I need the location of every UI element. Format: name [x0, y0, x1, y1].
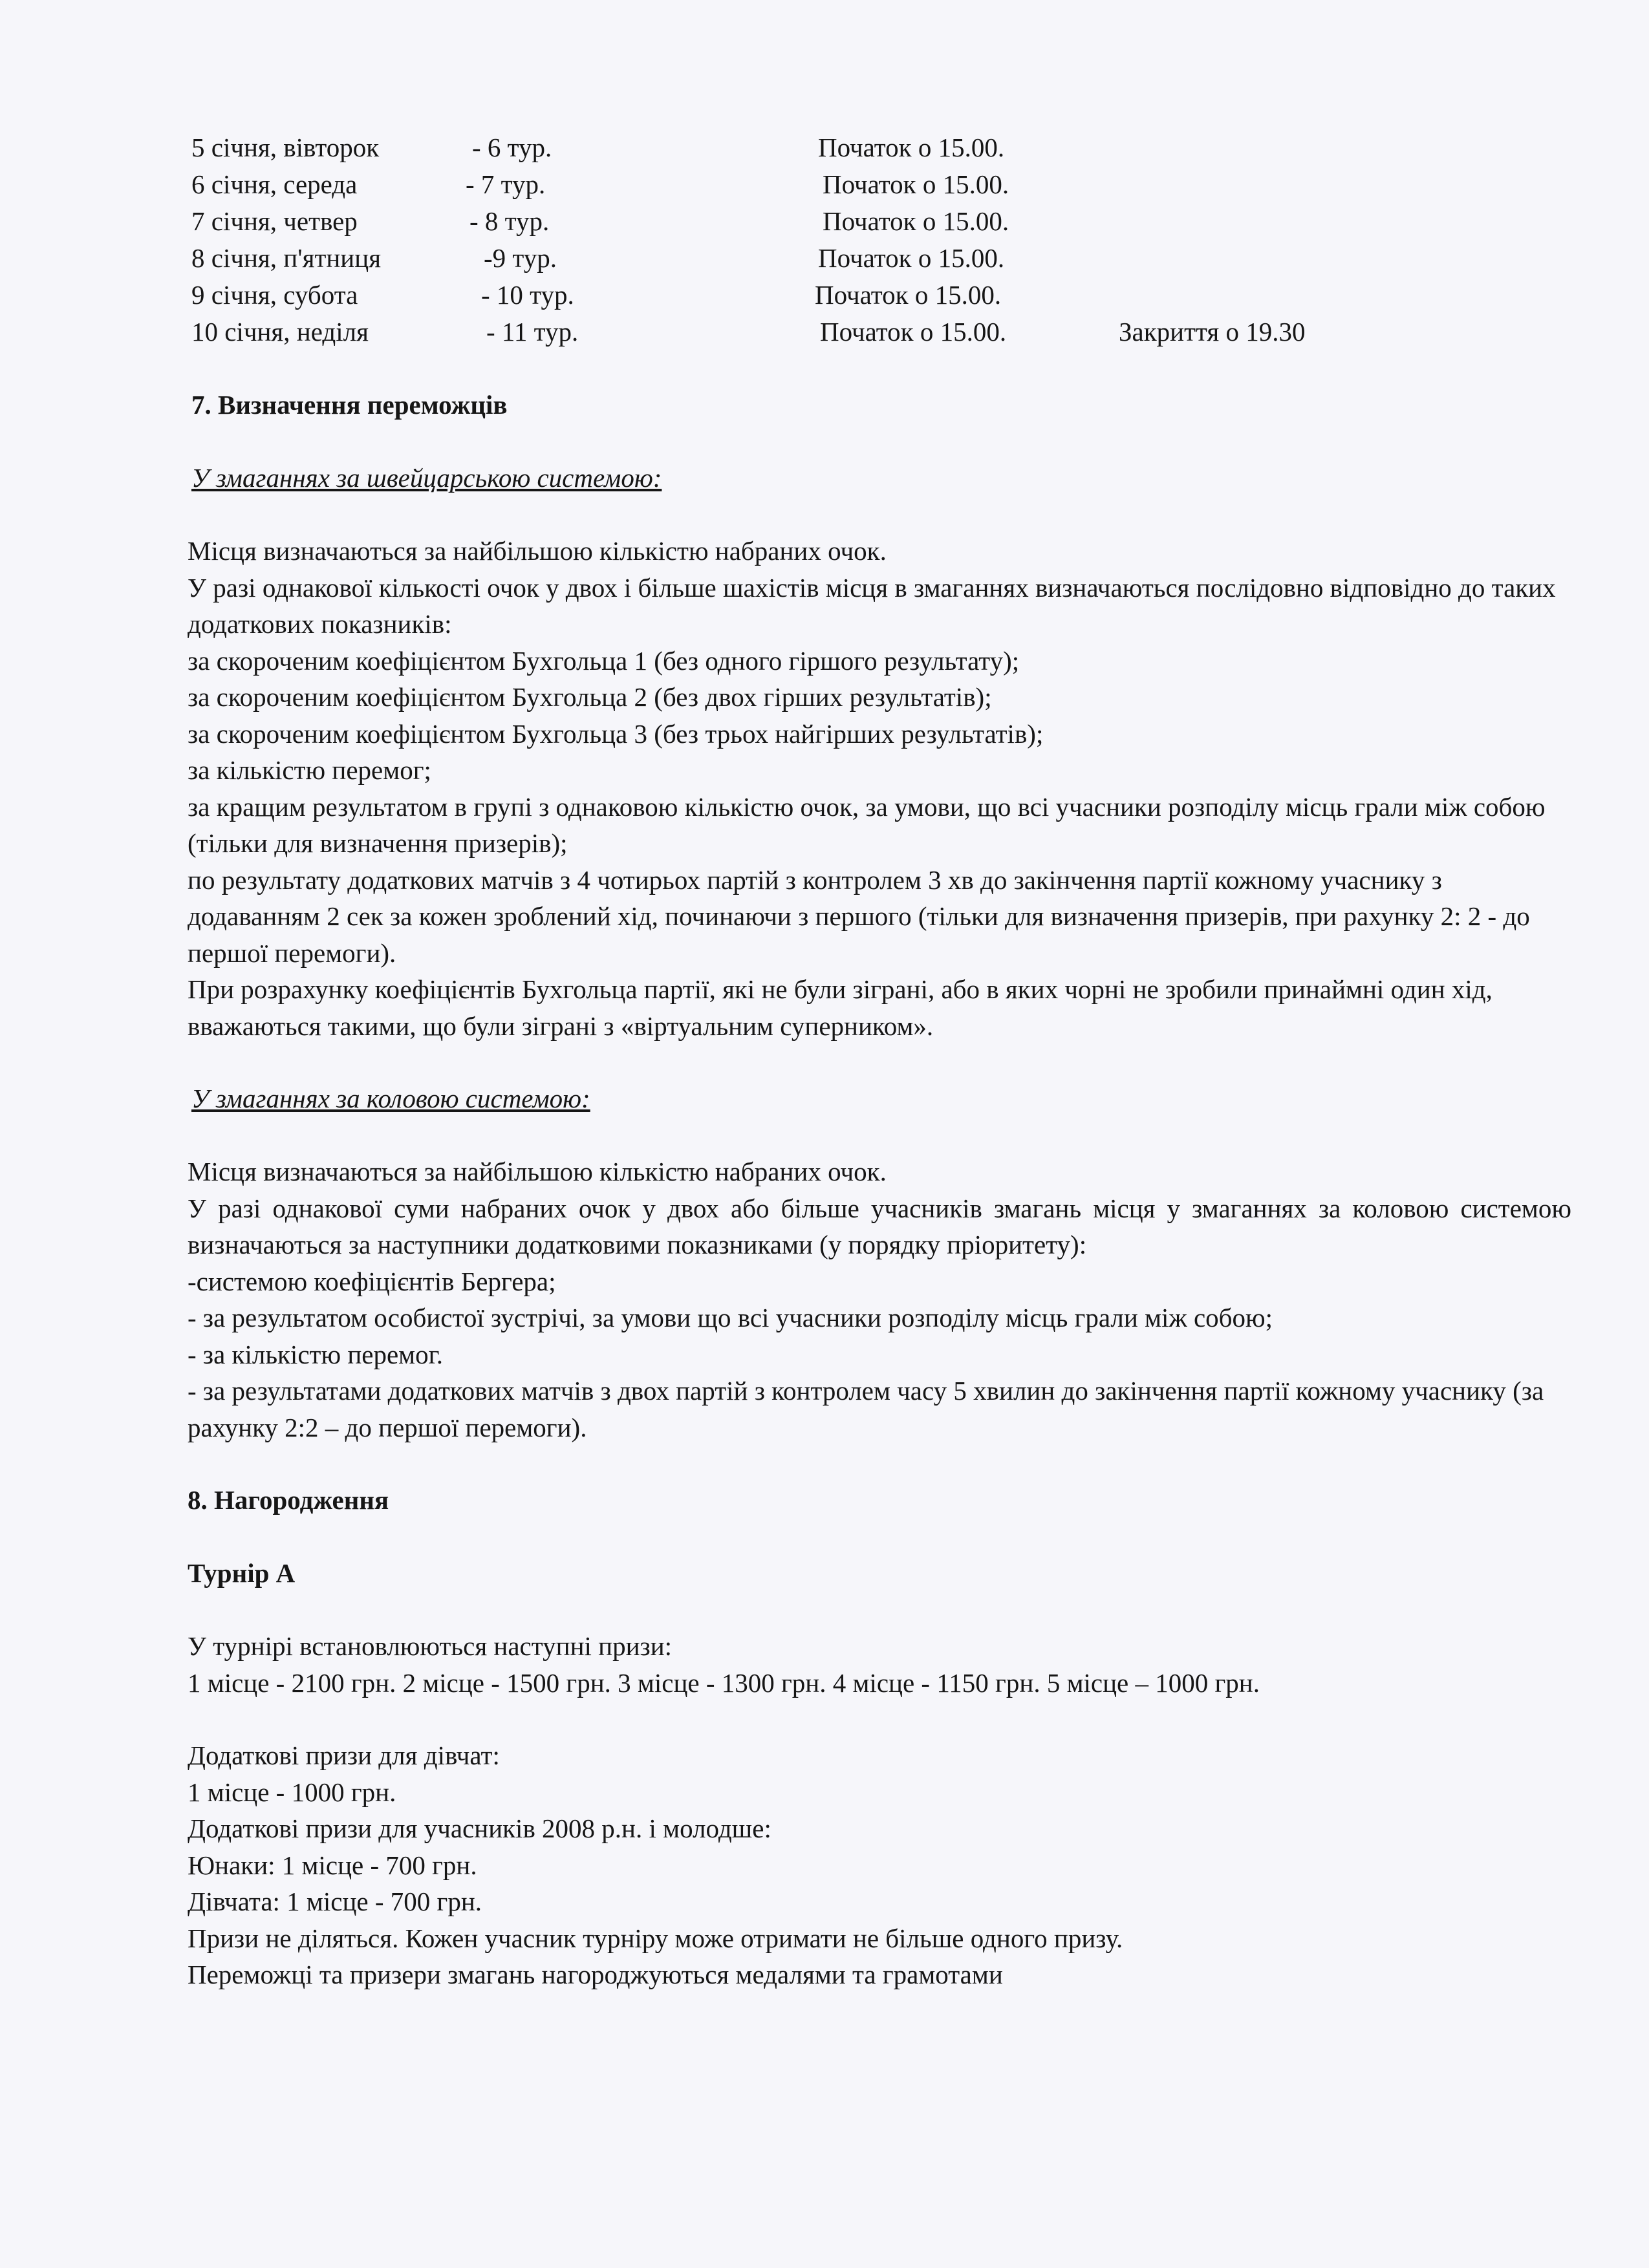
- paragraph: Додаткові призи для учасників 2008 р.н. і молодше:: [188, 1813, 771, 1843]
- tournament-a-prizes: [188, 1628, 1571, 1993]
- paragraph: Місця визначаються за найбільшою кількістю набраних очок.: [188, 536, 887, 566]
- schedule-date: 10 січня, неділя: [191, 317, 369, 347]
- list-item: по результату додаткових матчів з 4 чотирьох партій з контролем 3 хв до закінчення партії кожному учаснику з додаванням 2 сек за кожен зроблений хід, починаючи з першого (тільки для визначення призерів, при рахунку 2: 2 - до першої перемоги).: [188, 864, 1530, 968]
- list-item: -системою коефіцієнтів Бергера;: [188, 1266, 556, 1296]
- paragraph: У разі однакової суми набраних очок у двох або більше учасників змагань місця у змаганнях за коловою системою визначаються за наступники додатковими показниками (у порядку пріоритету):: [188, 1193, 1571, 1259]
- round-robin-block: [188, 1080, 1571, 1446]
- prize-list: Юнаки: 1 місце - 700 грн.: [188, 1850, 477, 1880]
- paragraph: У турнірі встановлюються наступні призи:: [188, 1631, 673, 1661]
- schedule-tour: - 10 тур.: [481, 280, 574, 310]
- document-body: [188, 129, 1571, 1993]
- paragraph: Додаткові призи для дівчат:: [188, 1740, 500, 1770]
- paragraph: Призи не діляться. Кожен учасник турніру може отримати не більше одного призу.: [188, 1923, 1123, 1953]
- list-item: - за результатами додаткових матчів з двох партій з контролем часу 5 хвилин до закінчення партії кожному учаснику (за рахунку 2:2 – до першої перемоги).: [188, 1376, 1544, 1442]
- prize-list: Дівчата: 1 місце - 700 грн.: [188, 1887, 482, 1916]
- paragraph: При розрахунку коефіцієнтів Бухгольца партії, які не були зіграні, або в яких чорні не зробили принаймні один хід, вважаються такими, що були зіграні з «віртуальним суперником».: [188, 974, 1493, 1041]
- schedule-row: [188, 240, 1571, 277]
- schedule-start: Початок о 15.00.: [818, 133, 1005, 162]
- section-7-heading: 7. Визначення переможців: [191, 390, 508, 420]
- swiss-system-block: [188, 460, 1571, 1044]
- paragraph: Місця визначаються за найбільшою кількістю набраних очок.: [188, 1157, 887, 1186]
- list-item: за кількістю перемог;: [188, 755, 431, 785]
- schedule-tour: -9 тур.: [484, 243, 557, 273]
- schedule-start: Початок о 15.00.: [823, 169, 1009, 199]
- schedule-tour: - 8 тур.: [469, 206, 550, 236]
- schedule-start: Початок о 15.00.: [820, 317, 1007, 347]
- schedule-closing: Закриття о 19.30: [1119, 317, 1306, 347]
- schedule-tour: - 11 тур.: [486, 317, 579, 347]
- schedule-row: [188, 166, 1571, 203]
- list-item: за скороченим коефіцієнтом Бухгольца 3 (без трьох найгірших результатів);: [188, 718, 1044, 749]
- list-item: за скороченим коефіцієнтом Бухгольца 1 (без одного гіршого результату);: [188, 645, 1020, 676]
- schedule-row: [188, 277, 1571, 314]
- prize-list: 1 місце - 2100 грн. 2 місце - 1500 грн. 3 місце - 1300 грн. 4 місце - 1150 грн. 5 місце – 1000 грн.: [188, 1667, 1260, 1698]
- schedule-tour: - 6 тур.: [472, 133, 552, 162]
- swiss-subtitle: У змаганнях за швейцарською системою:: [191, 463, 662, 493]
- schedule-row: [188, 314, 1571, 350]
- schedule-row: [188, 129, 1571, 166]
- paragraph: Переможці та призери змагань нагороджуються медалями та грамотами: [188, 1960, 1003, 1989]
- list-item: за кращим результатом в групі з однаковою кількістю очок, за умови, що всі учасники розподілу місць грали між собою (тільки для визначення призерів);: [188, 791, 1546, 858]
- tournament-a-heading: Турнір А: [188, 1558, 296, 1588]
- round-robin-subtitle: У змаганнях за коловою системою:: [191, 1084, 590, 1113]
- schedule-start: Початок о 15.00.: [818, 243, 1005, 273]
- section-8-heading: 8. Нагородження: [188, 1485, 389, 1515]
- list-item: - за кількістю перемог.: [188, 1339, 444, 1369]
- paragraph: У разі однакової кількості очок у двох і більше шахістів місця в змаганнях визначаються послідовно відповідно до таких додаткових показників:: [188, 572, 1556, 639]
- schedule-date: 6 січня, середа: [191, 169, 358, 199]
- list-item: - за результатом особистої зустрічі, за умови що всі учасники розподілу місць грали між собою;: [188, 1303, 1273, 1332]
- schedule-date: 5 січня, вівторок: [191, 133, 380, 162]
- schedule-table: [188, 129, 1571, 350]
- schedule-tour: - 7 тур.: [466, 169, 546, 199]
- schedule-start: Початок о 15.00.: [823, 206, 1009, 236]
- schedule-date: 7 січня, четвер: [191, 206, 358, 236]
- schedule-start: Початок о 15.00.: [815, 280, 1002, 310]
- schedule-date: 9 січня, субота: [191, 280, 358, 310]
- prize-list: 1 місце - 1000 грн.: [188, 1777, 396, 1807]
- list-item: за скороченим коефіцієнтом Бухгольца 2 (без двох гірших результатів);: [188, 682, 992, 712]
- schedule-row: [188, 203, 1571, 240]
- schedule-date: 8 січня, п'ятниця: [191, 243, 382, 273]
